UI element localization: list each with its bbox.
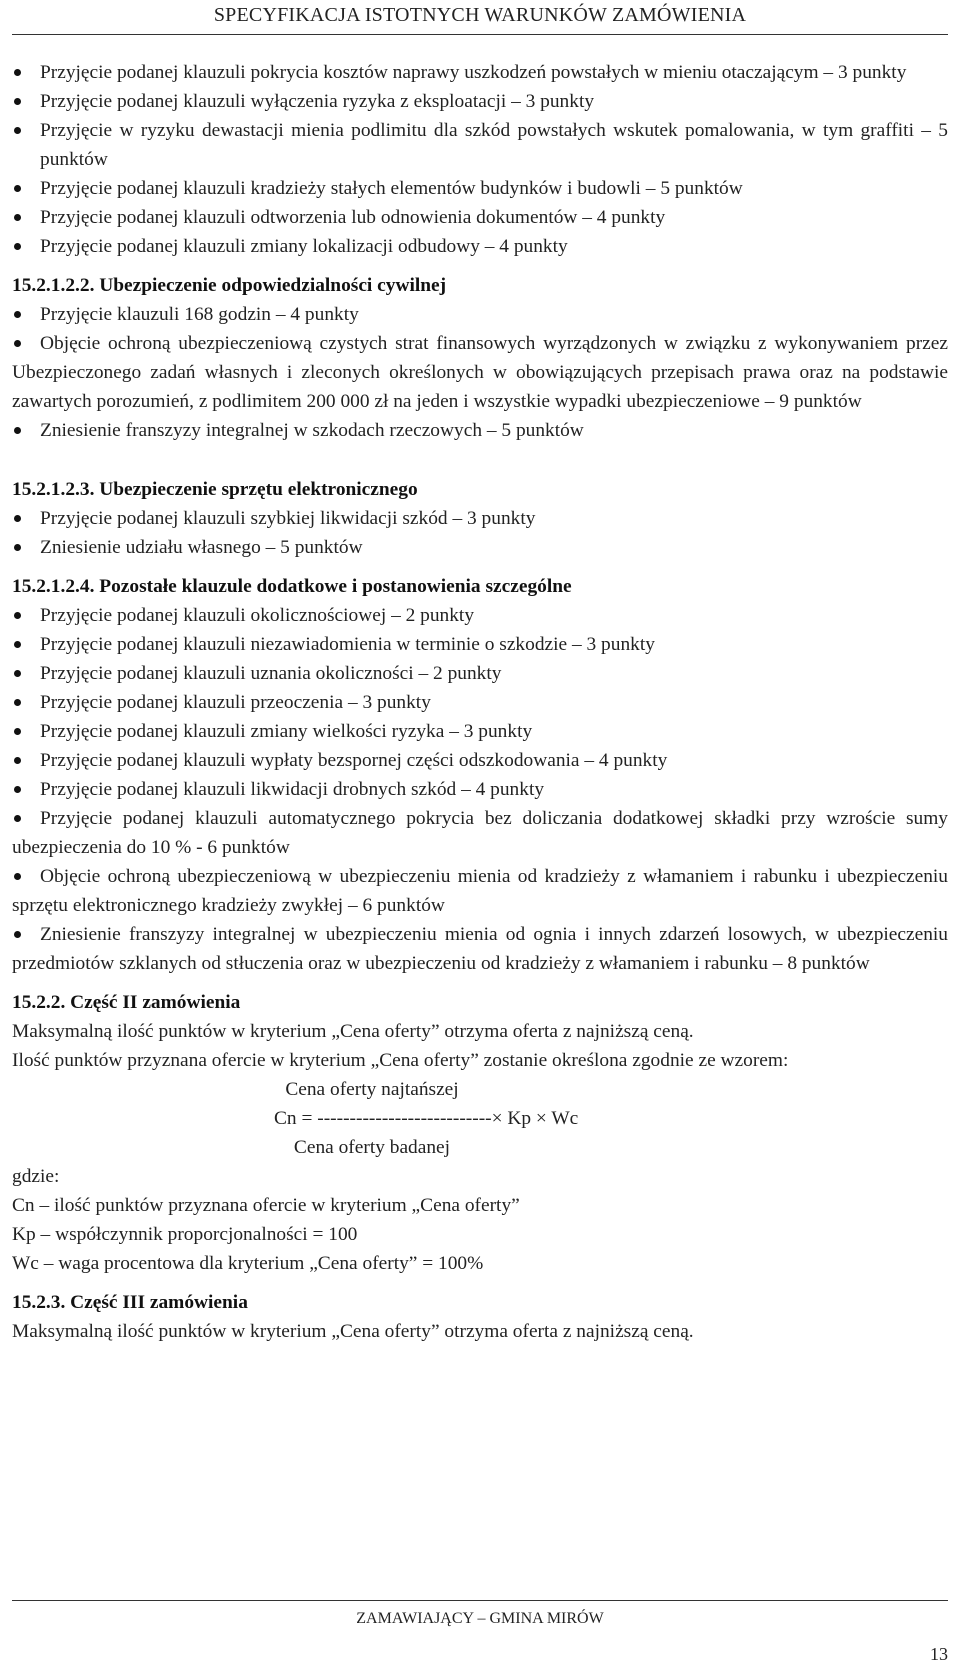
page-header <box>0 0 960 42</box>
list-item: Przyjęcie podanej klauzuli przeoczenia – 3 punkty <box>12 688 948 717</box>
list-item: Przyjęcie podanej klauzuli zmiany wielkości ryzyka – 3 punkty <box>12 717 948 746</box>
list-item: Przyjęcie podanej klauzuli szybkiej likwidacji szkód – 3 punkty <box>12 504 948 533</box>
list-item: Przyjęcie podanej klauzuli odtworzenia lub odnowienia dokumentów – 4 punkty <box>12 203 948 232</box>
list-item: Przyjęcie podanej klauzuli kradzieży stałych elementów budynków i budowli – 5 punktów <box>12 174 948 203</box>
paragraph: Maksymalną ilość punktów w kryterium „Cena oferty” otrzyma oferta z najniższą ceną. <box>12 1321 694 1342</box>
list-item: Objęcie ochroną ubezpieczeniową czystych strat finansowych wyrządzonych w związku z wykonywaniem przez Ubezpieczonego zadań własnych i zleconych określonych w obowiązujących przepisach prawa oraz na podstawie zawartych porozumień, z podlimitem 200 000 zł na jeden i wszystkie wypadki ubezpieczeniowe – 9 punktów <box>12 329 948 416</box>
bullet-list-oc <box>12 300 948 445</box>
section-heading-electronics: 15.2.1.2.3. Ubezpieczenie sprzętu elektronicznego <box>12 479 418 500</box>
bullet-list-property-clauses <box>12 58 948 261</box>
list-item: Przyjęcie w ryzyku dewastacji mienia podlimitu dla szkód powstałych wskutek pomalowania, w tym graffiti – 5 punktów <box>12 116 948 174</box>
list-item: Zniesienie franszyzy integralnej w ubezpieczeniu mienia od ognia i innych zdarzeń losowych, w ubezpieczeniu przedmiotów szklanych od stłuczenia oraz w ubezpieczeniu od kradzieży z włamaniem i rabunku – 8 punktów <box>12 920 948 978</box>
list-item: Przyjęcie klauzuli 168 godzin – 4 punkty <box>12 300 948 329</box>
paragraph: Ilość punktów przyznana ofercie w kryterium „Cena oferty” zostanie określona zgodnie ze wzorem: <box>12 1050 789 1071</box>
where-label: gdzie: <box>12 1166 60 1187</box>
list-item: Przyjęcie podanej klauzuli niezawiadomienia w terminie o szkodzie – 3 punkty <box>12 630 948 659</box>
definition-line: Cn – ilość punktów przyznana ofercie w kryterium „Cena oferty” <box>12 1195 520 1216</box>
list-item: Przyjęcie podanej klauzuli uznania okoliczności – 2 punkty <box>12 659 948 688</box>
list-item: Zniesienie franszyzy integralnej w szkodach rzeczowych – 5 punktów <box>12 416 948 445</box>
paragraph: Maksymalną ilość punktów w kryterium „Cena oferty” otrzyma oferta z najniższą ceną. <box>12 1021 694 1042</box>
list-item: Przyjęcie podanej klauzuli likwidacji drobnych szkód – 4 punkty <box>12 775 948 804</box>
footer-divider <box>12 1600 948 1601</box>
section-heading-other-clauses: 15.2.1.2.4. Pozostałe klauzule dodatkowe i postanowienia szczególne <box>12 576 572 597</box>
document-body <box>12 58 948 1346</box>
list-item: Zniesienie udziału własnego – 5 punktów <box>12 533 948 562</box>
definition-line: Kp – współczynnik proporcjonalności = 100 <box>12 1224 358 1245</box>
header-divider <box>12 34 948 35</box>
page-footer <box>0 1600 960 1666</box>
section-heading-oc: 15.2.1.2.2. Ubezpieczenie odpowiedzialności cywilnej <box>12 275 447 296</box>
bullet-list-electronics <box>12 504 948 562</box>
list-item: Przyjęcie podanej klauzuli automatycznego pokrycia bez doliczania dodatkowej składki przy wzroście sumy ubezpieczenia do 10 % - 6 punktów <box>12 804 948 862</box>
page-number: 13 <box>930 1644 948 1664</box>
list-item: Objęcie ochroną ubezpieczeniową w ubezpieczeniu mienia od kradzieży z włamaniem i rabunku i ubezpieczeniu sprzętu elektronicznego kradzieży zwykłej – 6 punktów <box>12 862 948 920</box>
definition-line: Wc – waga procentowa dla kryterium „Cena oferty” = 100% <box>12 1253 484 1274</box>
formula-denominator: Cena oferty badanej <box>293 1137 451 1158</box>
list-item: Przyjęcie podanej klauzuli wypłaty bezspornej części odszkodowania – 4 punkty <box>12 746 948 775</box>
footer-text: ZAMAWIAJĄCY – GMINA MIRÓW <box>356 1610 604 1627</box>
formula-numerator: Cena oferty najtańszej <box>285 1079 459 1100</box>
header-title: SPECYFIKACJA ISTOTNYCH WARUNKÓW ZAMÓWIENIA <box>213 4 747 26</box>
section-heading-part-2: 15.2.2. Część II zamówienia <box>12 992 241 1013</box>
bullet-list-other-clauses <box>12 601 948 978</box>
list-item: Przyjęcie podanej klauzuli pokrycia kosztów naprawy uszkodzeń powstałych w mieniu otaczającym – 3 punkty <box>12 58 948 87</box>
price-formula <box>12 1075 948 1162</box>
list-item: Przyjęcie podanej klauzuli wyłączenia ryzyka z eksploatacji – 3 punkty <box>12 87 948 116</box>
section-heading-part-3: 15.2.3. Część III zamówienia <box>12 1292 248 1313</box>
list-item: Przyjęcie podanej klauzuli zmiany lokalizacji odbudowy – 4 punkty <box>12 232 948 261</box>
list-item: Przyjęcie podanej klauzuli okolicznościowej – 2 punkty <box>12 601 948 630</box>
formula-main: Cn = ---------------------------× Kp × Wc <box>274 1108 579 1129</box>
